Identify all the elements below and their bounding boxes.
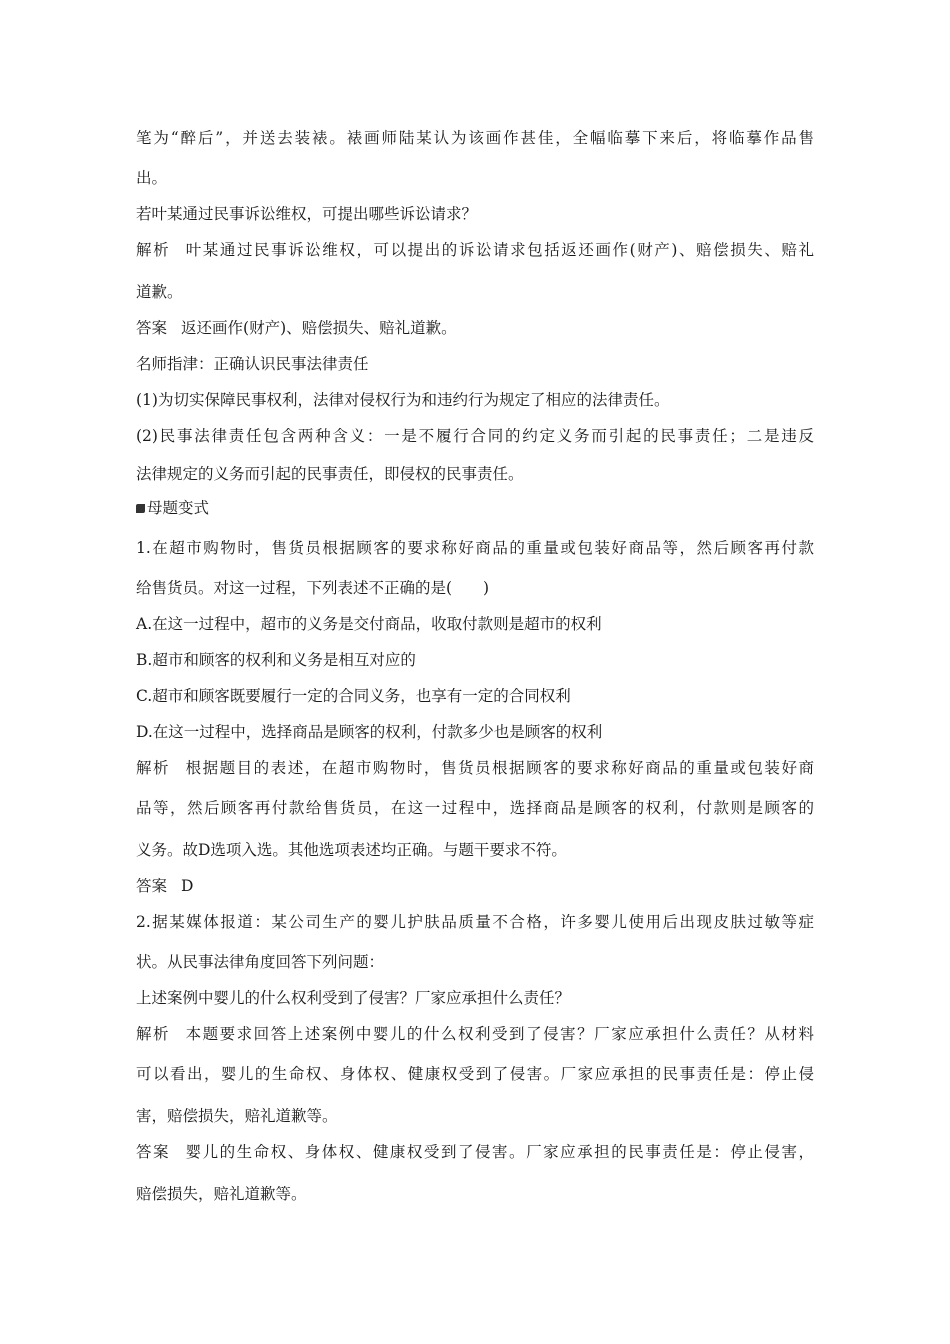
tip-heading: 名师指津：正确认识民事法律责任 <box>136 355 369 373</box>
answer-label: 答案 <box>136 1143 171 1161</box>
option-c: C.超市和顾客既要履行一定的合同义务，也享有一定的合同权利 <box>136 687 571 705</box>
section-heading-label: 母题变式 <box>147 499 210 517</box>
answer-line <box>136 1142 814 1162</box>
answer-label: 答案 <box>136 877 168 895</box>
answer-text: 婴儿的生命权、身体权、健康权受到了侵害。厂家应承担的民事责任是：停止侵害， <box>184 1143 814 1161</box>
analysis-text: 叶某通过民事诉讼维权，可以提出的诉讼请求包括返还画作(财产)、赔偿损失、赔礼 <box>184 241 814 259</box>
paragraph-line: 道歉。 <box>136 283 183 301</box>
question-text: 上述案例中婴儿的什么权利受到了侵害？厂家应承担什么责任？ <box>136 989 571 1007</box>
option-a: A.在这一过程中，超市的义务是交付商品，收取付款则是超市的权利 <box>136 615 602 633</box>
paragraph-line: 法律规定的义务而引起的民事责任，即侵权的民事责任。 <box>136 465 524 483</box>
paragraph-line: 给售货员。对这一过程，下列表述不正确的是( ) <box>136 579 490 597</box>
paragraph-line: 义务。故D选项入选。其他选项表述均正确。与题干要求不符。 <box>136 841 567 859</box>
analysis-label: 解析 <box>136 759 171 777</box>
paragraph-line: 赔偿损失，赔礼道歉等。 <box>136 1185 307 1203</box>
analysis-label: 解析 <box>136 1025 171 1043</box>
paragraph-line: 出。 <box>136 169 168 187</box>
answer-text: 返还画作(财产)、赔偿损失、赔礼道歉。 <box>181 319 457 337</box>
paragraph-line: 笔为“醉后”，并送去装裱。裱画师陆某认为该画作甚佳，全幅临摹下来后，将临摹作品售 <box>136 129 814 147</box>
analysis-text: 根据题目的表述，在超市购物时，售货员根据顾客的要求称好商品的重量或包装好商 <box>184 759 814 777</box>
answer-text: D <box>181 877 194 895</box>
pen-icon <box>136 504 145 513</box>
tip-item-2: (2)民事法律责任包含两种含义：一是不履行合同的约定义务而引起的民事责任；二是违反 <box>136 427 814 445</box>
option-d: D.在这一过程中，选择商品是顾客的权利，付款多少也是顾客的权利 <box>136 723 603 741</box>
analysis-line <box>136 240 814 260</box>
section-heading <box>136 498 209 518</box>
analysis-text: 本题要求回答上述案例中婴儿的什么权利受到了侵害？厂家应承担什么责任？从材料 <box>184 1025 814 1043</box>
question-text: 若叶某通过民事诉讼维权，可提出哪些诉讼请求？ <box>136 205 478 223</box>
analysis-label: 解析 <box>136 241 171 259</box>
analysis-line <box>136 1024 814 1044</box>
paragraph-line: 可以看出，婴儿的生命权、身体权、健康权受到了侵害。厂家应承担的民事责任是：停止侵 <box>136 1065 814 1083</box>
answer-label: 答案 <box>136 319 168 337</box>
paragraph-line: 状。从民事法律角度回答下列问题： <box>136 953 385 971</box>
analysis-line <box>136 758 814 778</box>
question-2: 2.据某媒体报道：某公司生产的婴儿护肤品质量不合格，许多婴儿使用后出现皮肤过敏等症 <box>136 913 814 931</box>
paragraph-line: 害，赔偿损失，赔礼道歉等。 <box>136 1107 338 1125</box>
paragraph-line: 品等，然后顾客再付款给售货员，在这一过程中，选择商品是顾客的权利，付款则是顾客的 <box>136 799 814 817</box>
option-b: B.超市和顾客的权利和义务是相互对应的 <box>136 651 416 669</box>
question-1: 1.在超市购物时，售货员根据顾客的要求称好商品的重量或包装好商品等，然后顾客再付款 <box>136 539 814 557</box>
answer-line <box>136 318 457 338</box>
tip-item-1: (1)为切实保障民事权利，法律对侵权行为和违约行为规定了相应的法律责任。 <box>136 391 670 409</box>
answer-line <box>136 876 193 896</box>
